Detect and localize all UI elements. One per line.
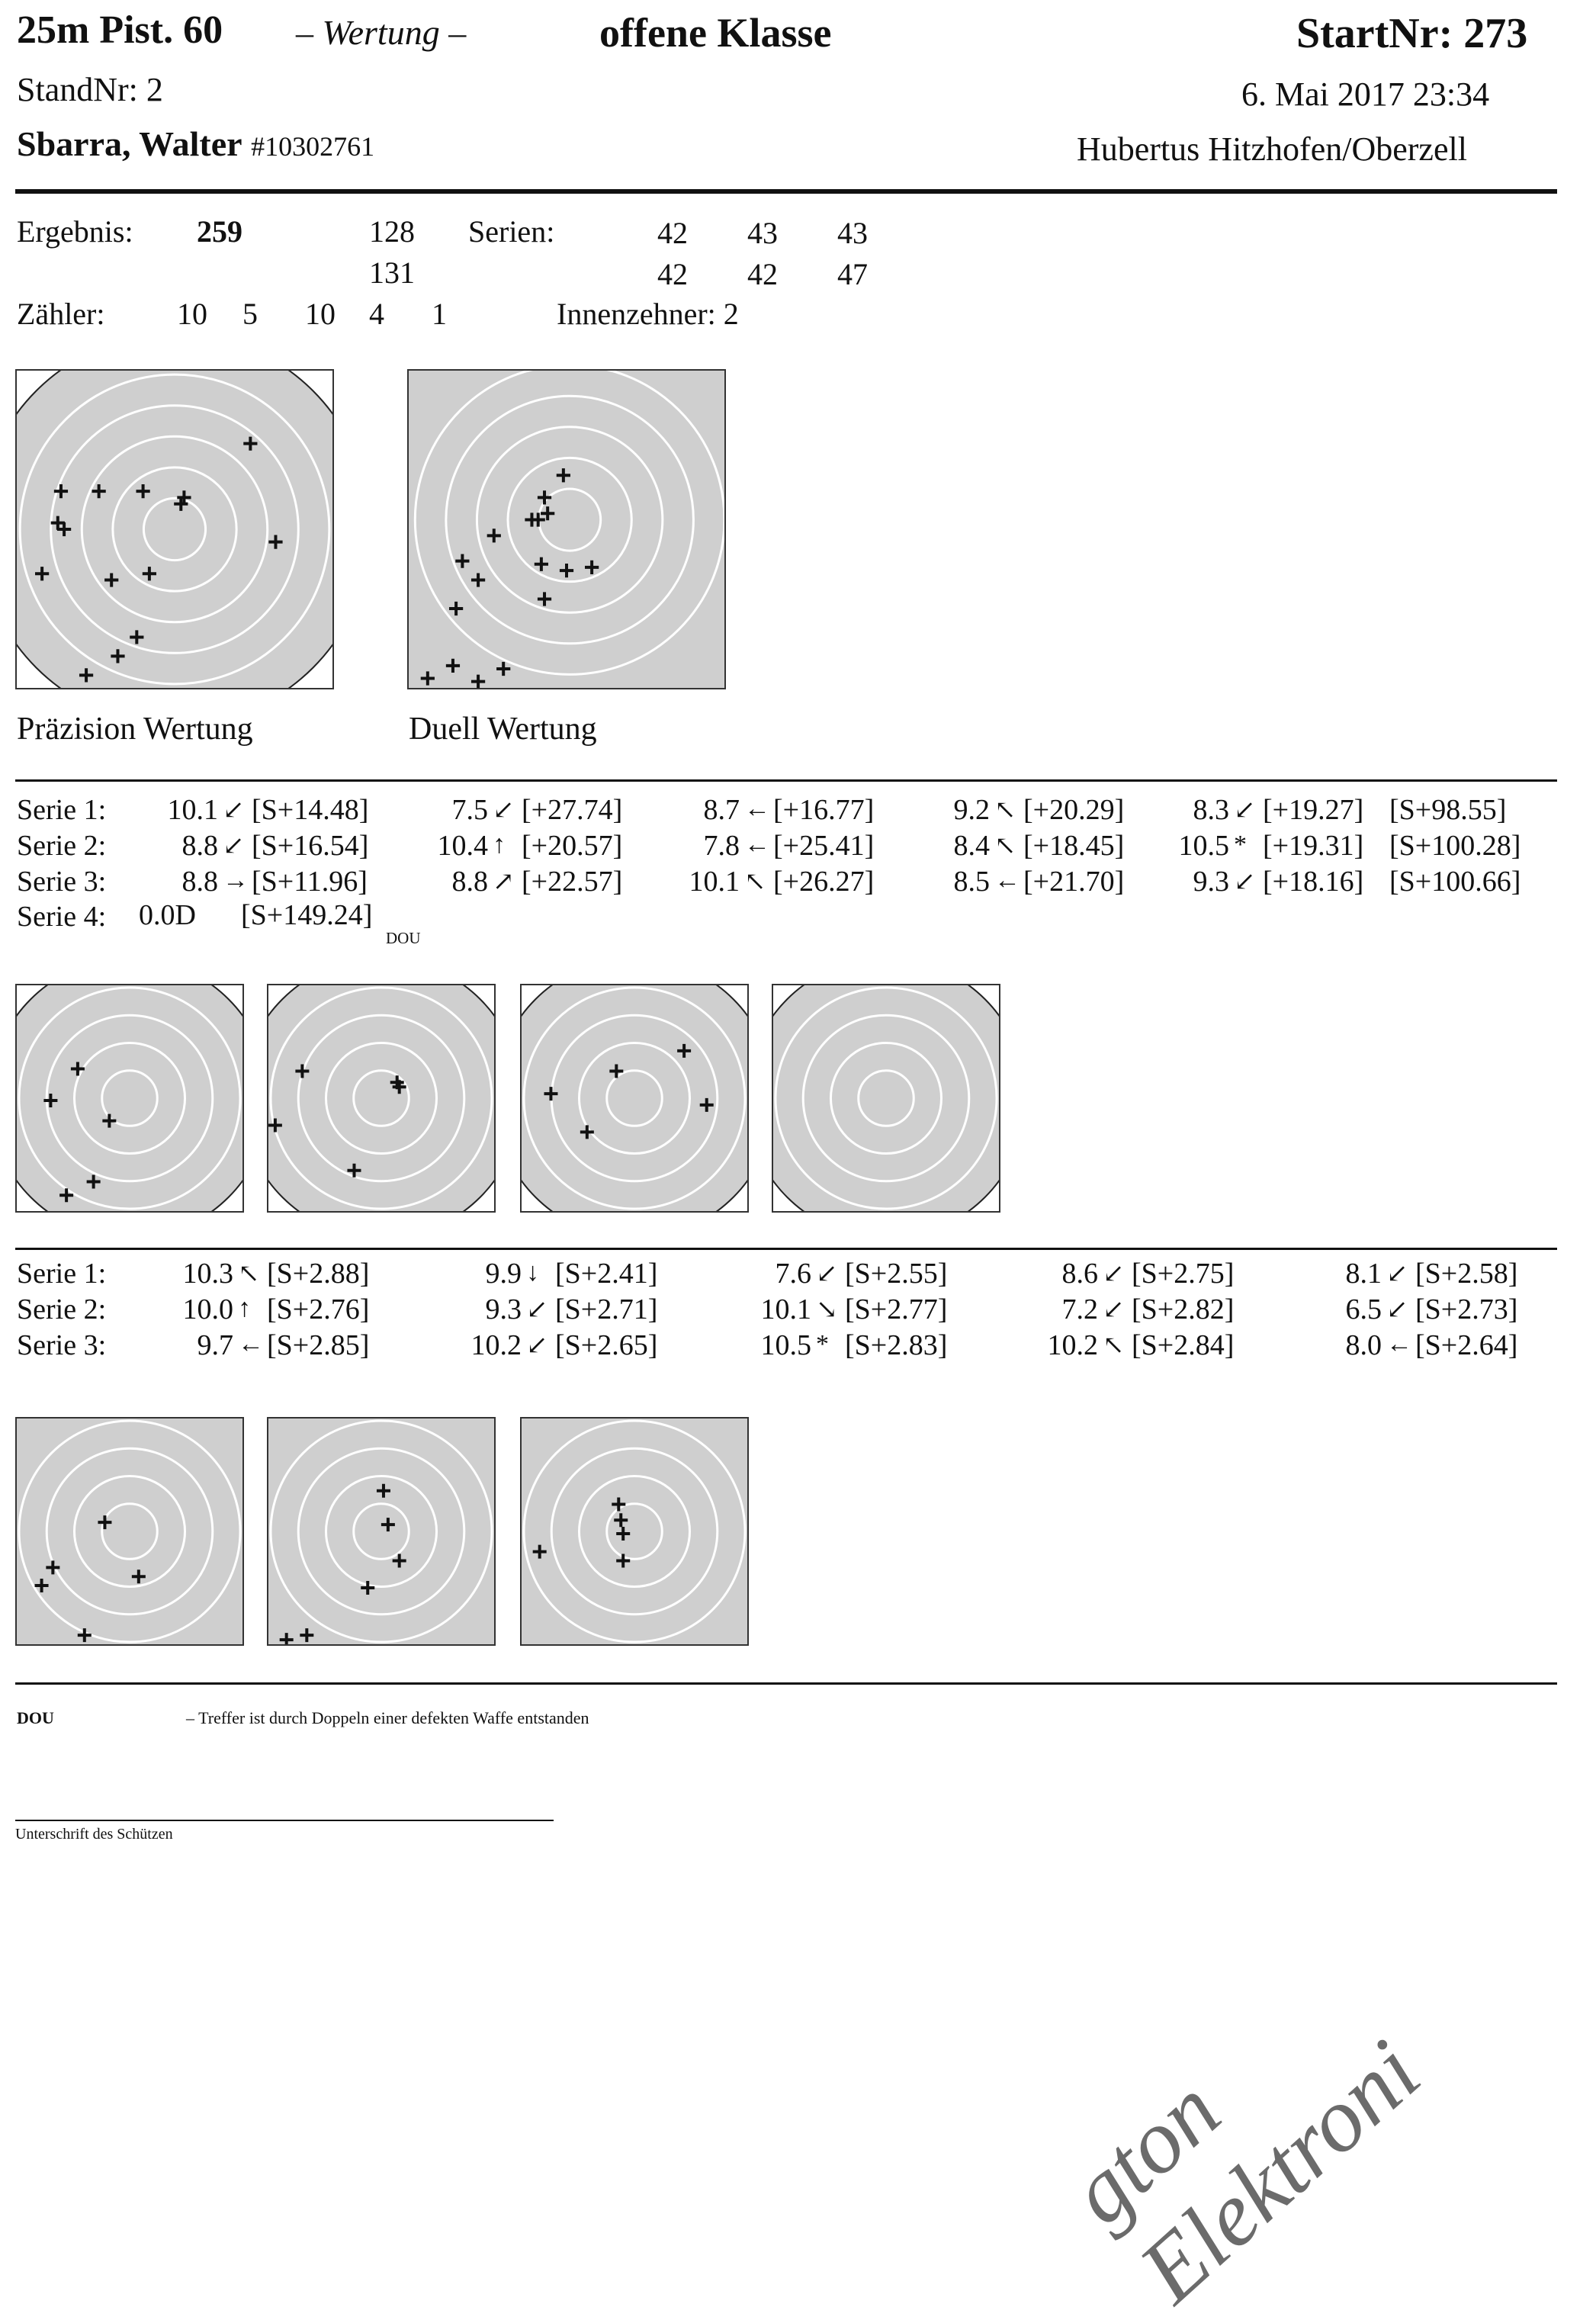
shot-value: 8.1	[1345, 1258, 1382, 1290]
shot-time: [+19.27]	[1263, 794, 1364, 826]
precision-series-target	[267, 984, 496, 1213]
hit-mark	[87, 1175, 101, 1189]
shot-direction-icon: ↙	[1103, 1260, 1125, 1288]
signature-line	[15, 1820, 554, 1821]
club-name: Hubertus Hitzhofen/Oberzell	[1077, 130, 1467, 168]
shot-direction-icon: ←	[744, 795, 770, 823]
start-number: StartNr: 273	[1296, 10, 1528, 57]
hit-mark	[71, 1062, 85, 1076]
hit-mark	[111, 649, 124, 663]
shooter-name: Sbarra, Walter	[17, 124, 242, 163]
shot-time: [S+2.75]	[1132, 1258, 1235, 1290]
shot-value: 7.5	[451, 794, 488, 826]
hit-mark	[471, 573, 485, 586]
hit-mark	[533, 1545, 547, 1559]
precision-series-target	[772, 984, 1000, 1213]
zaehler-cell: 10	[305, 297, 336, 331]
hit-mark	[377, 1484, 390, 1498]
shot-value: 8.8	[181, 866, 218, 898]
hit-mark	[544, 1087, 557, 1100]
shot-value: 6.5	[1345, 1293, 1382, 1325]
shot-direction-icon: ←	[1386, 1330, 1412, 1358]
hit-mark	[496, 662, 510, 676]
hit-mark	[616, 1527, 630, 1541]
shot-value: 8.6	[1061, 1258, 1098, 1290]
header-rule	[15, 189, 1557, 194]
hit-mark	[35, 567, 49, 580]
hit-mark	[455, 554, 469, 567]
duel-target	[407, 369, 726, 689]
hit-mark	[268, 1119, 282, 1133]
series-label: Serie 1:	[17, 794, 107, 826]
hit-mark	[580, 1125, 594, 1139]
duel-series-target	[267, 1417, 496, 1646]
shot-value: 7.6	[775, 1258, 811, 1290]
hit-mark	[538, 490, 551, 504]
shot-value: 10.2	[1047, 1329, 1098, 1361]
shooter-block	[17, 124, 374, 164]
shot-direction-icon: →	[223, 866, 249, 895]
hit-mark	[132, 1570, 146, 1583]
shot-time: [+25.41]	[773, 830, 875, 862]
hit-mark	[557, 468, 570, 482]
shot-time: [S+2.76]	[267, 1293, 370, 1325]
shot-time: [+18.45]	[1023, 830, 1125, 862]
zaehler-cell: 5	[242, 297, 258, 331]
zaehler-label: Zähler:	[17, 297, 105, 331]
zaehler-cell: 10	[177, 297, 207, 331]
hit-mark	[104, 573, 118, 586]
shot-time: [S+2.83]	[845, 1329, 948, 1361]
shot-direction-icon: ↑	[238, 1294, 251, 1322]
serien-cell: 47	[837, 257, 868, 291]
shot-time: [S+2.85]	[267, 1329, 370, 1361]
shot-time: [+20.57]	[522, 830, 623, 862]
shot-time: [S+11.96]	[252, 866, 368, 898]
dou-code: DOU	[17, 1708, 54, 1727]
shot-value: 8.8	[451, 866, 488, 898]
class-title: offene Klasse	[599, 10, 832, 56]
shot-value: 10.1	[167, 794, 218, 826]
series-label: Serie 3:	[17, 1329, 107, 1361]
shot-time: [+27.74]	[522, 794, 623, 826]
shot-time: [S+2.41]	[555, 1258, 658, 1290]
shot-direction-icon: ←	[744, 831, 770, 859]
shot-direction-icon: ↖	[994, 832, 1016, 860]
shot-direction-icon: ←	[994, 866, 1020, 895]
series-total-time: [S+100.66]	[1389, 866, 1521, 898]
precision-series-target	[15, 984, 244, 1213]
shot-value: 9.7	[197, 1329, 233, 1361]
shot-time: [S+14.48]	[252, 794, 369, 826]
shot-value: 8.5	[953, 866, 990, 898]
shot-value: 10.2	[470, 1329, 522, 1361]
duel-target-label: Duell Wertung	[409, 712, 597, 747]
serien-label: Serien:	[468, 214, 555, 249]
shot-direction-icon: ↙	[1386, 1296, 1408, 1324]
shot-time: [S+2.73]	[1415, 1293, 1518, 1325]
shot-direction-icon: ↙	[493, 796, 515, 824]
shot-time: [S+2.65]	[555, 1329, 658, 1361]
shot-time: [+20.29]	[1023, 794, 1125, 826]
serie4-label: Serie 4:	[17, 901, 107, 933]
shot-value: 7.2	[1061, 1293, 1098, 1325]
shot-time: [S+2.88]	[267, 1258, 370, 1290]
hit-mark	[538, 592, 551, 606]
shot-direction-icon: ↙	[526, 1296, 548, 1324]
shot-time: [S+2.84]	[1132, 1329, 1235, 1361]
shot-value: 8.8	[181, 830, 218, 862]
shot-value: 10.0	[182, 1293, 233, 1325]
shot-direction-icon: ↖	[744, 868, 766, 896]
shot-time: [S+16.54]	[252, 830, 369, 862]
shot-time: [S+2.58]	[1415, 1258, 1518, 1290]
shot-direction-icon: ↘	[816, 1296, 838, 1324]
shot-value: 8.3	[1193, 794, 1229, 826]
serien-cell: 43	[747, 216, 778, 250]
shot-value: 10.5	[1178, 830, 1229, 862]
shot-direction-icon: ↙	[1103, 1296, 1125, 1324]
shot-time: [+21.70]	[1023, 866, 1125, 898]
hit-mark	[700, 1098, 714, 1112]
serien-cell: 42	[657, 257, 688, 291]
shot-direction-icon: ↗	[493, 868, 515, 896]
half2-value: 131	[369, 255, 415, 290]
innenzehner: Innenzehner: 2	[557, 297, 739, 331]
stand-number: StandNr: 2	[17, 71, 163, 108]
printer-watermark: gton Elektroni	[1049, 2020, 1439, 2321]
shot-direction-icon: ↙	[816, 1260, 838, 1288]
shot-time: [S+2.64]	[1415, 1329, 1518, 1361]
shot-time: [S+2.55]	[845, 1258, 948, 1290]
precision-target	[15, 369, 334, 689]
date-time: 6. Mai 2017 23:34	[1241, 76, 1490, 113]
shot-time: [+22.57]	[522, 866, 623, 898]
section-rule	[15, 1248, 1557, 1250]
wertung-label: – Wertung –	[296, 13, 467, 52]
shot-value: 9.2	[953, 794, 990, 826]
serien-cell: 42	[747, 257, 778, 291]
serien-cell: 42	[657, 216, 688, 250]
serie4-value: 0.0D	[139, 899, 196, 931]
shot-direction-icon: ↑	[493, 831, 506, 859]
half1-value: 128	[369, 214, 415, 249]
series-label: Serie 2:	[17, 1293, 107, 1325]
shot-direction-icon: ←	[238, 1330, 264, 1358]
shot-direction-icon: ↙	[1386, 1260, 1408, 1288]
series-total-time: [S+100.28]	[1389, 830, 1521, 862]
shot-time: [+16.77]	[773, 794, 875, 826]
zaehler-cell: 1	[432, 297, 447, 331]
hit-mark	[59, 1188, 73, 1202]
hit-mark	[280, 1633, 294, 1644]
shot-direction-icon: ↙	[223, 832, 245, 860]
footer-rule	[15, 1682, 1557, 1685]
ergebnis-label: Ergebnis:	[17, 214, 133, 249]
hit-mark	[92, 484, 106, 498]
hit-mark	[471, 675, 485, 688]
precision-series-target	[520, 984, 749, 1213]
hit-mark	[102, 1114, 116, 1128]
hit-mark	[585, 561, 599, 574]
shot-direction-icon: ↖	[1103, 1332, 1125, 1360]
shot-time: [+26.27]	[773, 866, 875, 898]
serien-cell: 43	[837, 216, 868, 250]
hit-mark	[535, 557, 548, 571]
shot-direction-icon: ↖	[238, 1260, 260, 1288]
series-label: Serie 1:	[17, 1258, 107, 1290]
shot-value: 10.4	[437, 830, 488, 862]
shot-direction-icon: *	[816, 1330, 829, 1358]
precision-target-label: Präzision Wertung	[17, 712, 253, 747]
shot-value: 9.3	[485, 1293, 522, 1325]
shot-value: 9.9	[485, 1258, 522, 1290]
hit-mark	[616, 1553, 630, 1567]
shot-direction-icon: ↙	[1234, 796, 1256, 824]
zaehler-cell: 4	[369, 297, 384, 331]
hit-mark	[677, 1044, 691, 1058]
duel-series-target	[520, 1417, 749, 1646]
hit-mark	[295, 1064, 309, 1078]
shot-time: [+18.16]	[1263, 866, 1364, 898]
shot-value: 10.5	[760, 1329, 811, 1361]
signature-label: Unterschrift des Schützen	[15, 1826, 173, 1843]
section-rule	[15, 779, 1557, 782]
shot-value: 9.3	[1193, 866, 1229, 898]
shot-value: 10.1	[760, 1293, 811, 1325]
hit-mark	[300, 1628, 313, 1642]
hit-mark	[243, 437, 257, 451]
shot-direction-icon: *	[1234, 831, 1247, 859]
hit-mark	[446, 659, 460, 673]
shot-time: [S+2.77]	[845, 1293, 948, 1325]
shot-value: 7.8	[703, 830, 740, 862]
shooter-id: #10302761	[251, 131, 375, 162]
shot-direction-icon: ↙	[223, 796, 245, 824]
hit-mark	[136, 484, 149, 498]
ergebnis-value: 259	[197, 214, 242, 249]
shot-value: 8.0	[1345, 1329, 1382, 1361]
discipline-title: 25m Pist. 60	[17, 8, 223, 52]
shot-direction-icon: ↓	[526, 1258, 539, 1287]
hit-mark	[381, 1518, 395, 1531]
hit-mark	[98, 1515, 111, 1529]
duel-series-target	[15, 1417, 244, 1646]
hit-mark	[560, 564, 573, 577]
series-label: Serie 2:	[17, 830, 107, 862]
hit-mark	[609, 1064, 623, 1078]
hit-mark	[130, 630, 143, 644]
hit-mark	[449, 602, 463, 615]
hit-mark	[487, 529, 501, 542]
shot-value: 10.1	[689, 866, 740, 898]
hit-mark	[612, 1497, 625, 1511]
hit-mark	[614, 1513, 628, 1527]
serie4-flag: DOU	[386, 929, 421, 947]
shot-time: [+19.31]	[1263, 830, 1364, 862]
series-label: Serie 3:	[17, 866, 107, 898]
shot-value: 8.4	[953, 830, 990, 862]
shot-direction-icon: ↙	[526, 1332, 548, 1360]
hit-mark	[79, 668, 93, 682]
shot-value: 10.3	[182, 1258, 233, 1290]
hit-mark	[421, 671, 435, 685]
series-total-time: [S+98.55]	[1389, 794, 1507, 826]
hit-mark	[268, 535, 282, 549]
shot-time: [S+2.71]	[555, 1293, 658, 1325]
shot-direction-icon: ↖	[994, 796, 1016, 824]
hit-mark	[143, 567, 156, 580]
shot-time: [S+2.82]	[1132, 1293, 1235, 1325]
shot-value: 8.7	[703, 794, 740, 826]
dou-explanation: – Treffer ist durch Doppeln einer defekten Waffe entstanden	[186, 1708, 589, 1727]
serie4-time: [S+149.24]	[241, 899, 373, 931]
shot-direction-icon: ↙	[1234, 868, 1256, 896]
